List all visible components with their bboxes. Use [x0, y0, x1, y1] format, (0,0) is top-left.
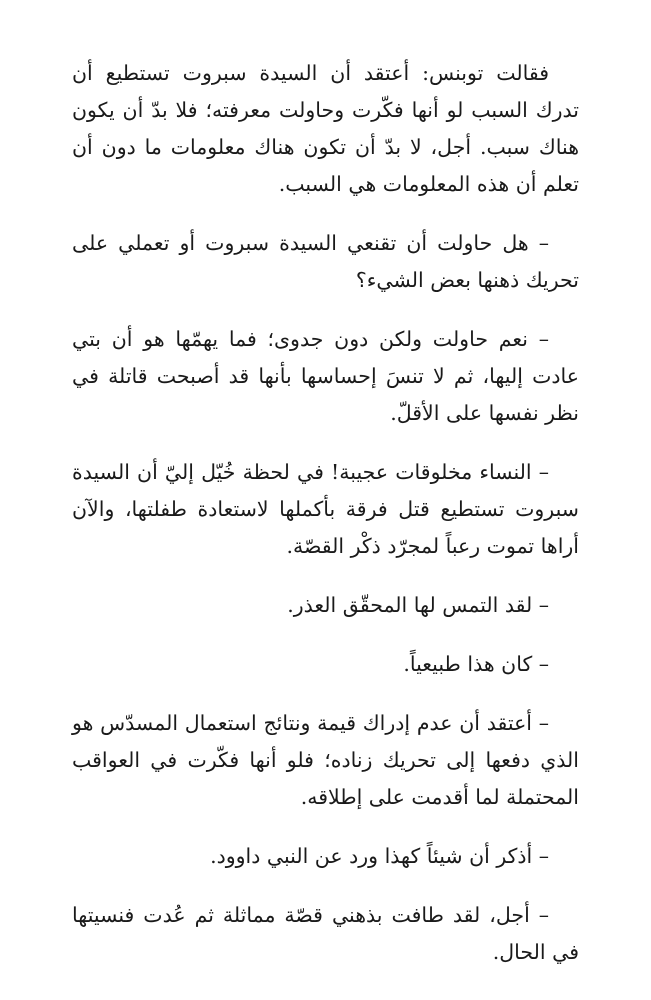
paragraph-1: فقالت توبنس: أعتقد أن السيدة سبروت تستطيع أن تدرك السبب لو أنها فكّرت وحاولت معرفته؛ فلا بدّ أن يكون هناك سبب. أجل، لا بدّ أن تكون هناك معلومات ما دون أن تعلم أن هذه المعلومات هي السبب. [72, 61, 579, 196]
paragraph-9: – أجل، لقد طافت بذهني قصّة مماثلة ثم عُدت فنسيتها في الحال. [72, 903, 579, 964]
paragraph-8: – أذكر أن شيئاً كهذا ورد عن النبي داوود. [210, 844, 549, 868]
paragraph-3: – نعم حاولت ولكن دون جدوى؛ فما يهمّها هو أن بتي عادت إليها، ثم لا تنسَ إحساسها بأنها قد أصبحت قاتلة في نظر نفسها على الأقلّ. [72, 327, 579, 425]
paragraph-6: – كان هذا طبيعياً. [403, 652, 549, 676]
paragraph-2: – هل حاولت أن تقنعي السيدة سبروت أو تعملي على تحريك ذهنها بعض الشيء؟ [72, 231, 579, 292]
paragraph-5: – لقد التمس لها المحقّق العذر. [287, 593, 549, 617]
paragraph-7: – أعتقد أن عدم إدراك قيمة ونتائج استعمال المسدّس هو الذي دفعها إلى تحريك زناده؛ فلو أنها فكّرت في العواقب المحتملة لما أقدمت على إطلاقه. [72, 711, 579, 809]
paragraph-4: – النساء مخلوقات عجيبة! في لحظة خُيّل إليّ أن السيدة سبروت تستطيع قتل فرقة بأكملها لاستعادة طفلتها، والآن أراها تموت رعباً لمجرّد ذكْر القصّة. [72, 460, 579, 558]
